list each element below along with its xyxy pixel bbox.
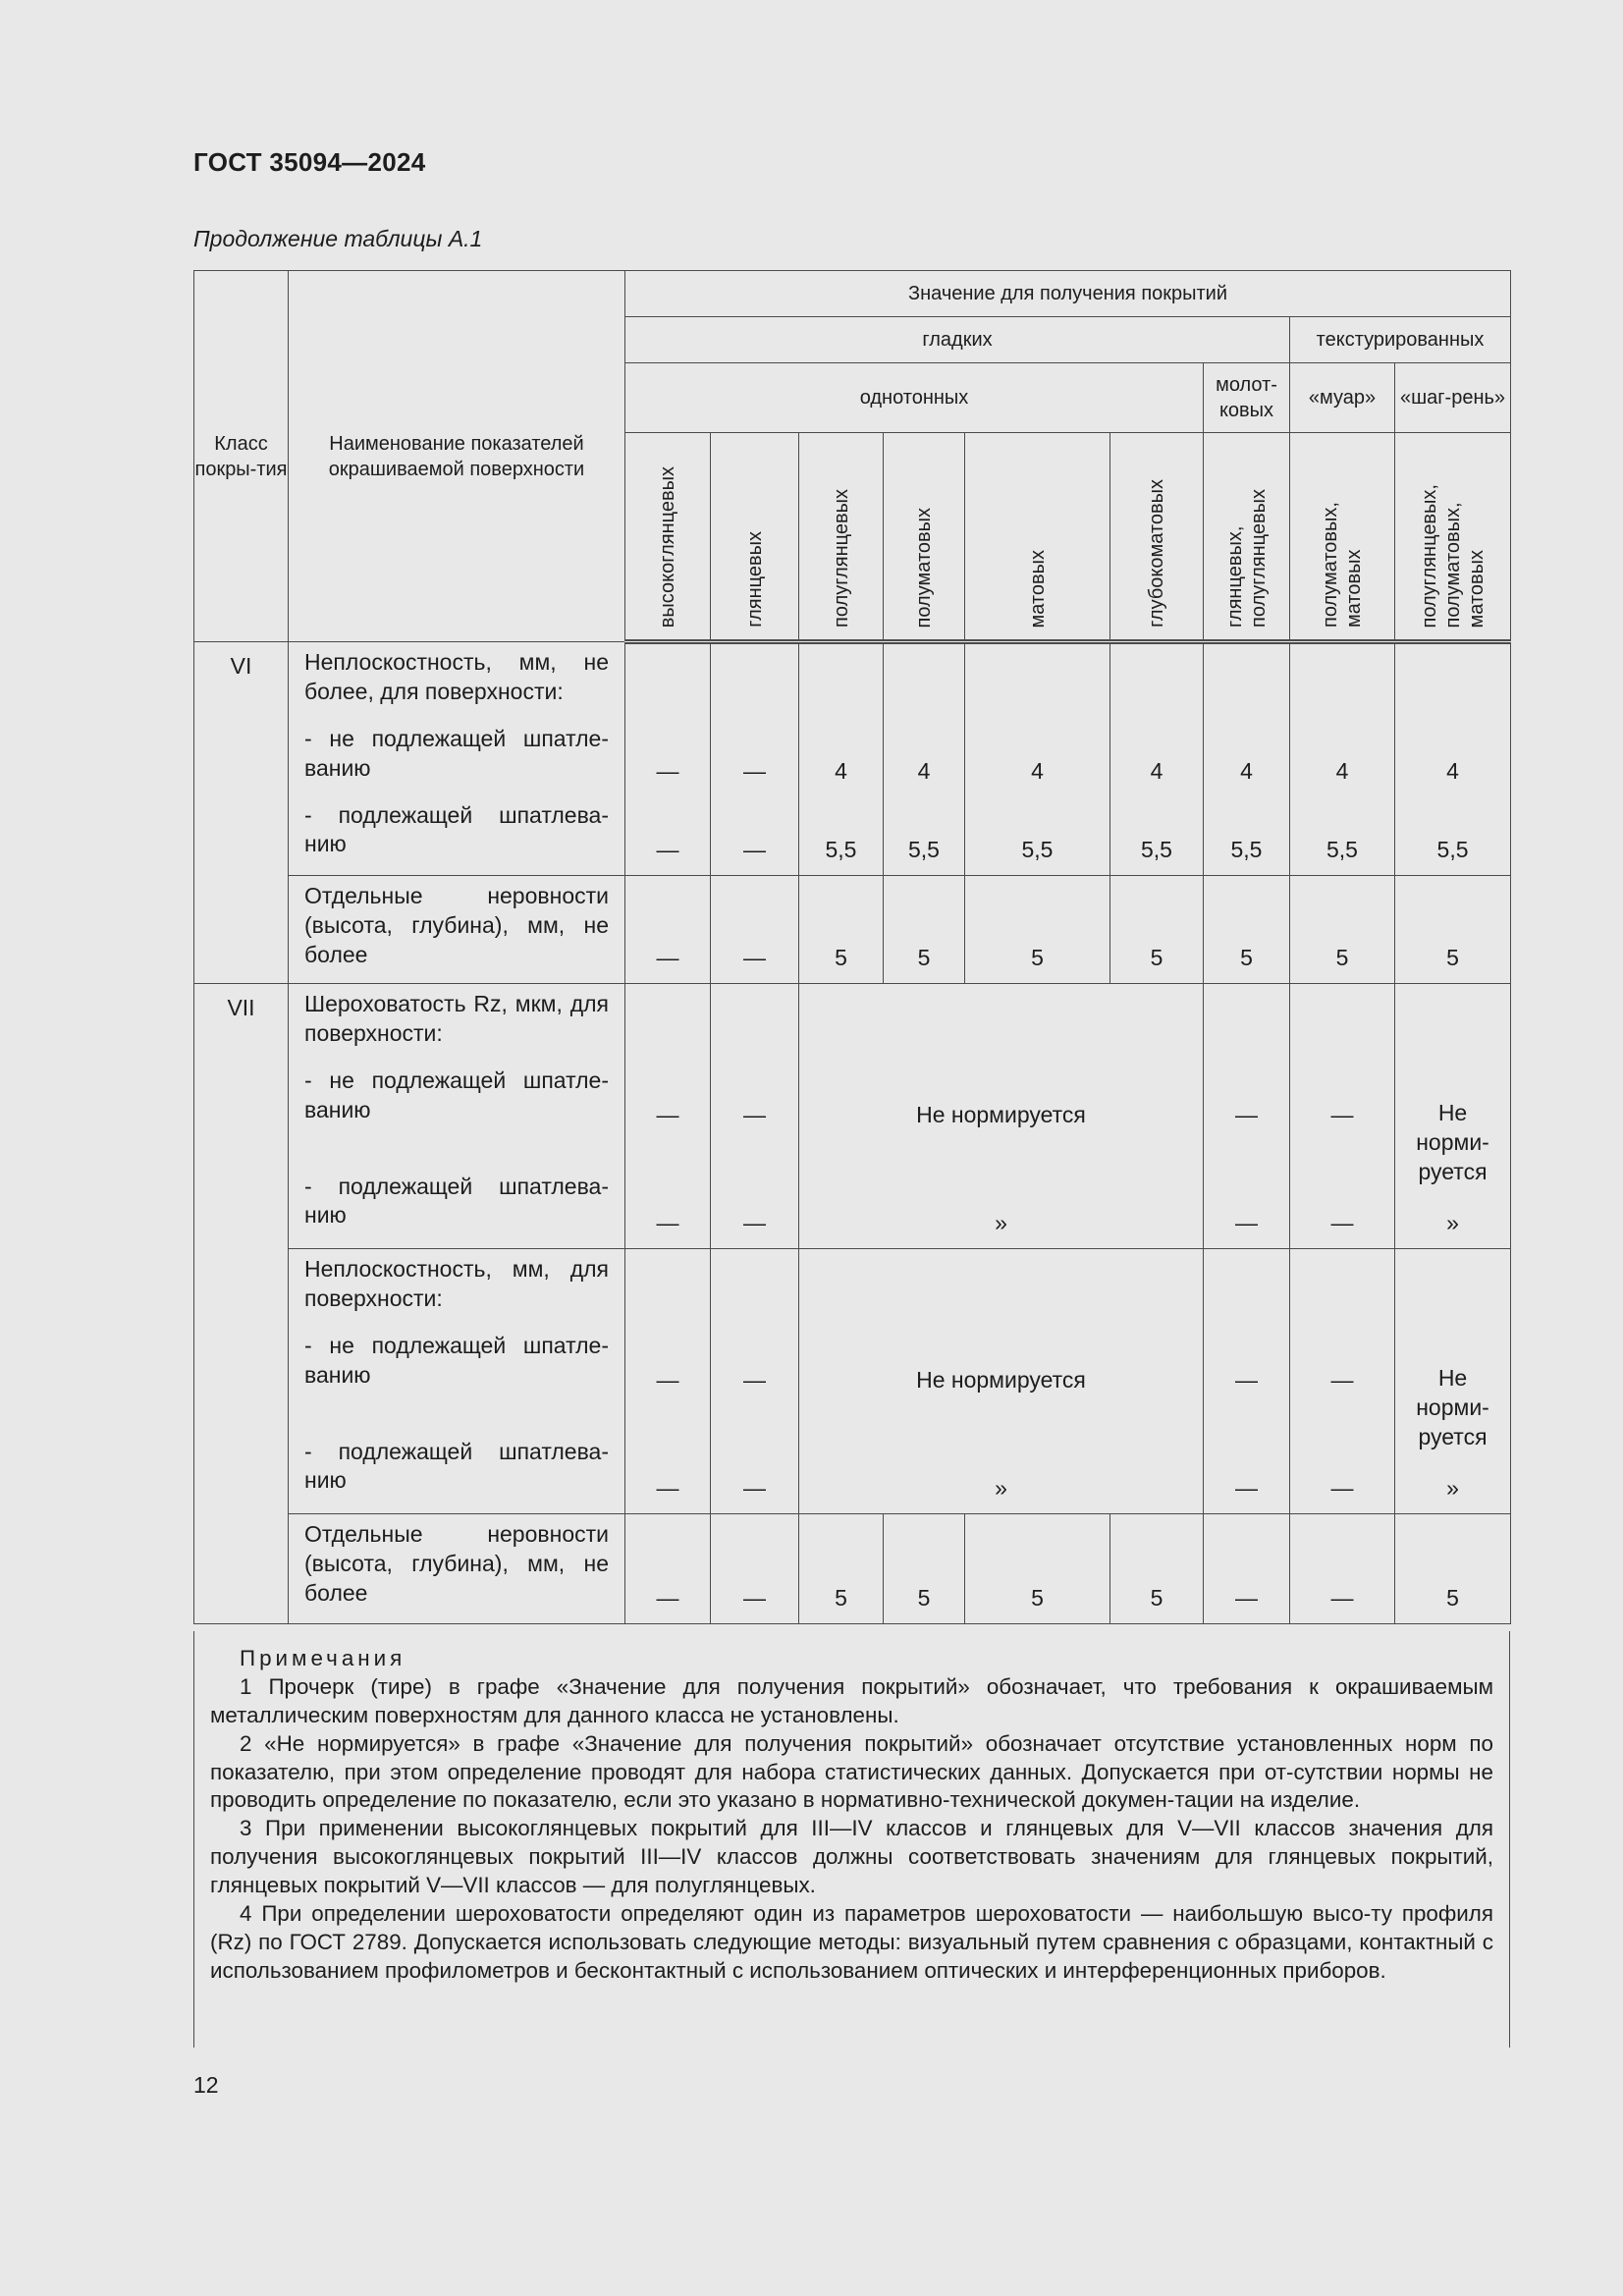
value-cell-merged: Не нормируется » [799, 1249, 1204, 1514]
value-cell: 5 [1290, 876, 1395, 984]
values-header: Значение для получения покрытий [625, 271, 1511, 317]
table-row [194, 984, 1511, 1249]
indicator-name: Отдельные неровности (высота, глубина), мм, не более [289, 876, 625, 984]
value-cell: — [625, 1514, 711, 1624]
indicators-table [193, 270, 1511, 1624]
value-cell: 5 [799, 876, 884, 984]
value-cell: 5 [1110, 1514, 1204, 1624]
value-cell: — — [1204, 1249, 1290, 1514]
value-cell: 5 [1395, 876, 1511, 984]
plain-header: однотонных [625, 363, 1204, 433]
value-cell: 4 5,5 [1290, 642, 1395, 876]
value-cell: 4 5,5 [884, 642, 965, 876]
value-cell: 5 [965, 876, 1110, 984]
hammer-header: молот-ковых [1204, 363, 1290, 433]
value-cell: 5 [1110, 876, 1204, 984]
col-header-deep-matte: глубокоматовых [1110, 433, 1204, 642]
indicator-name: Шероховатость Rz, мкм, для поверхности: - не подлежащей шпатле-ванию - подлежащей шпатлева-нию [289, 984, 625, 1249]
value-cell: — — [711, 984, 799, 1249]
notes-title: Примечания [240, 1646, 406, 1670]
notes-block [193, 1631, 1510, 2048]
class-header: Класс покры-тия [194, 271, 289, 642]
moire-header: «муар» [1290, 363, 1395, 433]
textured-header: текстурированных [1290, 317, 1511, 363]
value-cell: — — [1204, 984, 1290, 1249]
col-header-gloss: глянцевых [711, 433, 799, 642]
value-cell: — [1204, 1514, 1290, 1624]
class-label: VII [194, 984, 289, 1624]
col-header-moire: полуматовых, матовых [1290, 433, 1395, 642]
col-header-high-gloss: высокоглянцевых [625, 433, 711, 642]
col-header-semi-gloss: полуглянцевых [799, 433, 884, 642]
col-header-hammer-gloss: глянцевых, полуглянцевых [1204, 433, 1290, 642]
value-cell: — — [625, 642, 711, 876]
table-row [194, 876, 1511, 984]
col-header-shagreen: полуглянцевых, полуматовых, матовых [1395, 433, 1511, 642]
note-item: 2 «Не нормируется» в графе «Значение для получения покрытий» обозначает отсутствие установленных норм по показателю, при этом определение проводят для набора статистических данных. Допускается при от-сутствии нормы не проводить определение по показателю, если это указано в нормативно-технической докумен-тации на изделие. [210, 1730, 1493, 1813]
value-cell: — [1290, 1514, 1395, 1624]
class-label: VI [194, 642, 289, 984]
shagreen-header: «шаг-рень» [1395, 363, 1511, 433]
value-cell: — [711, 1514, 799, 1624]
value-cell: 4 5,5 [1110, 642, 1204, 876]
value-cell: — — [625, 1249, 711, 1514]
value-cell: 5 [799, 1514, 884, 1624]
value-cell-merged: Не нормируется » [799, 984, 1204, 1249]
value-cell: — [711, 876, 799, 984]
note-item: 1 Прочерк (тире) в графе «Значение для получения покрытий» обозначает, что требования к окрашиваемым металлическим поверхностям для данного класса не установлены. [210, 1673, 1493, 1727]
value-cell: — — [1290, 1249, 1395, 1514]
value-cell: 4 5,5 [799, 642, 884, 876]
header-row-1 [194, 271, 1511, 317]
smooth-header: гладких [625, 317, 1290, 363]
value-cell: 5 [965, 1514, 1110, 1624]
table-caption: Продолжение таблицы А.1 [193, 226, 483, 251]
value-cell: 5 [1204, 876, 1290, 984]
col-header-semi-matte: полуматовых [884, 433, 965, 642]
value-cell: — [625, 876, 711, 984]
note-item: 3 При применении высокоглянцевых покрытий для III—IV классов и глянцевых для V—VII классов значения для получения высокоглянцевых покрытий III—IV классов должны соответствовать значениям для глянцевых покрытий, глянцевых покрытий V—VII классов — для полуглянцевых. [210, 1816, 1493, 1898]
value-cell: Не норми-руется » [1395, 1249, 1511, 1514]
value-cell: 5 [884, 876, 965, 984]
indicator-name: Неплоскостность, мм, для поверхности: - не подлежащей шпатле-ванию - подлежащей шпатлева-нию [289, 1249, 625, 1514]
value-cell: — — [1290, 984, 1395, 1249]
col-header-matte: матовых [965, 433, 1110, 642]
note-item: 4 При определении шероховатости определяют один из параметров шероховатости — наибольшую высо-ту профиля (Rz) по ГОСТ 2789. Допускается использовать следующие методы: визуальный путем сравнения с образцами, контактный с использованием профилометров и бесконтактный с использованием оптических и интерференционных приборов. [210, 1901, 1493, 1983]
table-row [194, 1249, 1511, 1514]
document-header: ГОСТ 35094—2024 [193, 147, 426, 177]
value-cell: 4 5,5 [1204, 642, 1290, 876]
value-cell: 5 [884, 1514, 965, 1624]
indicator-name: Неплоскостность, мм, не более, для поверхности: - не подлежащей шпатле-ванию - подлежащей шпатлева-нию [289, 642, 625, 876]
value-cell: 5 [1395, 1514, 1511, 1624]
indicator-name-header: Наименование показателей окрашиваемой поверхности [289, 271, 625, 642]
value-cell: — — [625, 984, 711, 1249]
table-row [194, 1514, 1511, 1624]
value-cell: 4 5,5 [1395, 642, 1511, 876]
value-cell: — — [711, 642, 799, 876]
value-cell: Не норми-руется » [1395, 984, 1511, 1249]
page-number: 12 [193, 2072, 219, 2098]
value-cell: — — [711, 1249, 799, 1514]
value-cell: 4 5,5 [965, 642, 1110, 876]
indicator-name: Отдельные неровности (высота, глубина), мм, не более [289, 1514, 625, 1624]
table-row [194, 642, 1511, 876]
